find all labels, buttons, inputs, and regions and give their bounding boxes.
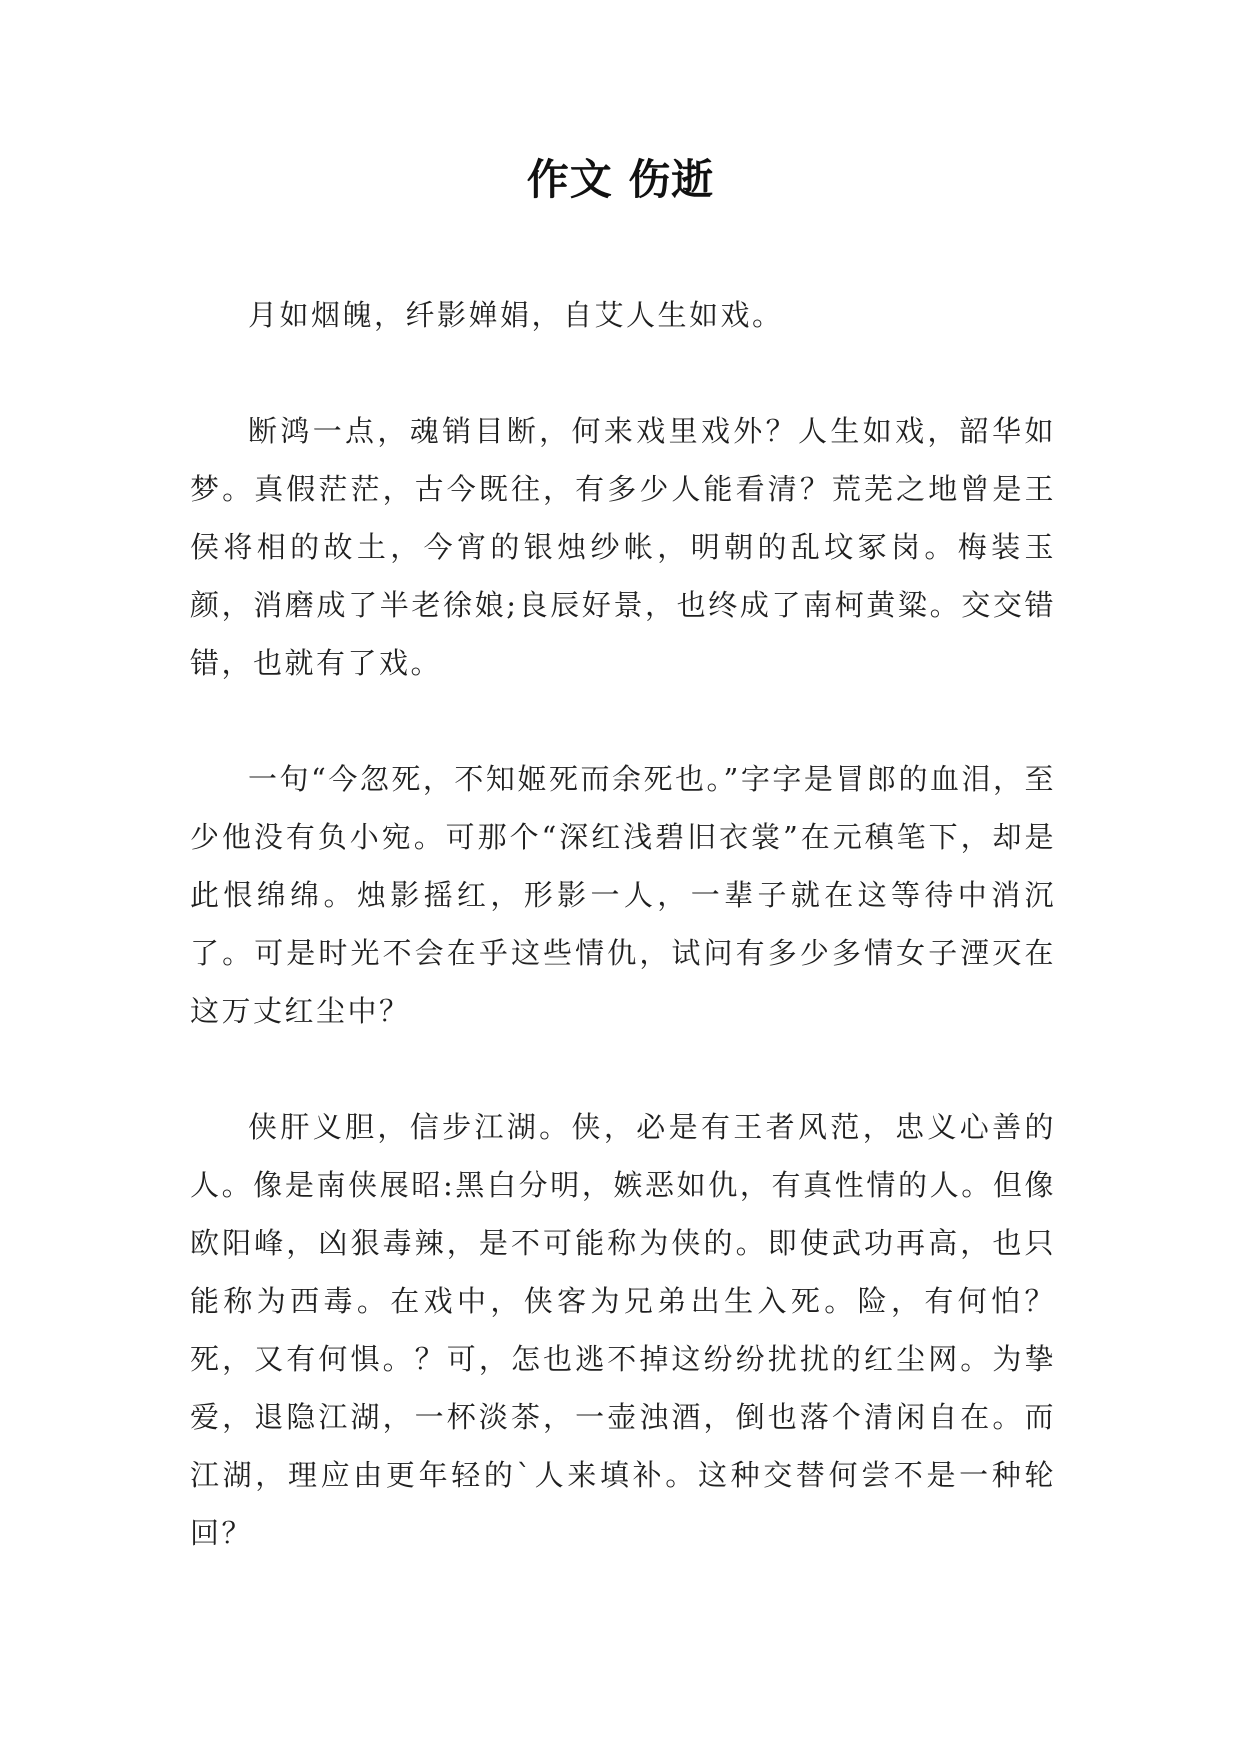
paragraph-2: 断鸿一点，魂销目断，何来戏里戏外？人生如戏，韶华如梦。真假茫茫，古今既往，有多少人能看清？荒芜之地曾是王侯将相的故土，今宵的银烛纱帐，明朝的乱坟冢岗。梅装玉颜，消磨成了半老徐娘;良辰好景，也终成了南柯黄粱。交交错错，也就有了戏。 — [190, 414, 1056, 680]
document-title: 作文 伤逝 — [526, 155, 715, 204]
paragraph-3: 一句“今忽死，不知姬死而余死也。”字字是冒郎的血泪，至少他没有负小宛。可那个“深红浅碧旧衣裳”在元稹笔下，却是此恨绵绵。烛影摇红，形影一人，一辈子就在这等待中消沉了。可是时光不会在乎这些情仇，试问有多少多情女子湮灭在这万丈红尘中？ — [190, 762, 1056, 1028]
document-body — [190, 286, 1056, 1562]
paragraph-1: 月如烟魄，纤影婵娟，自艾人生如戏。 — [248, 298, 784, 332]
paragraph-4: 侠肝义胆，信步江湖。侠，必是有王者风范，忠义心善的人。像是南侠展昭:黑白分明，嫉恶如仇，有真性情的人。但像欧阳峰，凶狠毒辣，是不可能称为侠的。即使武功再高，也只能称为西毒。在戏中，侠客为兄弟出生入死。险，有何怕？死，又有何惧。？可，怎也逃不掉这纷纷扰扰的红尘网。为挚爱，退隐江湖，一杯淡茶，一壶浊酒，倒也落个清闲自在。而江湖，理应由更年轻的`人来填补。这种交替何尝不是一种轮回？ — [190, 1110, 1056, 1550]
